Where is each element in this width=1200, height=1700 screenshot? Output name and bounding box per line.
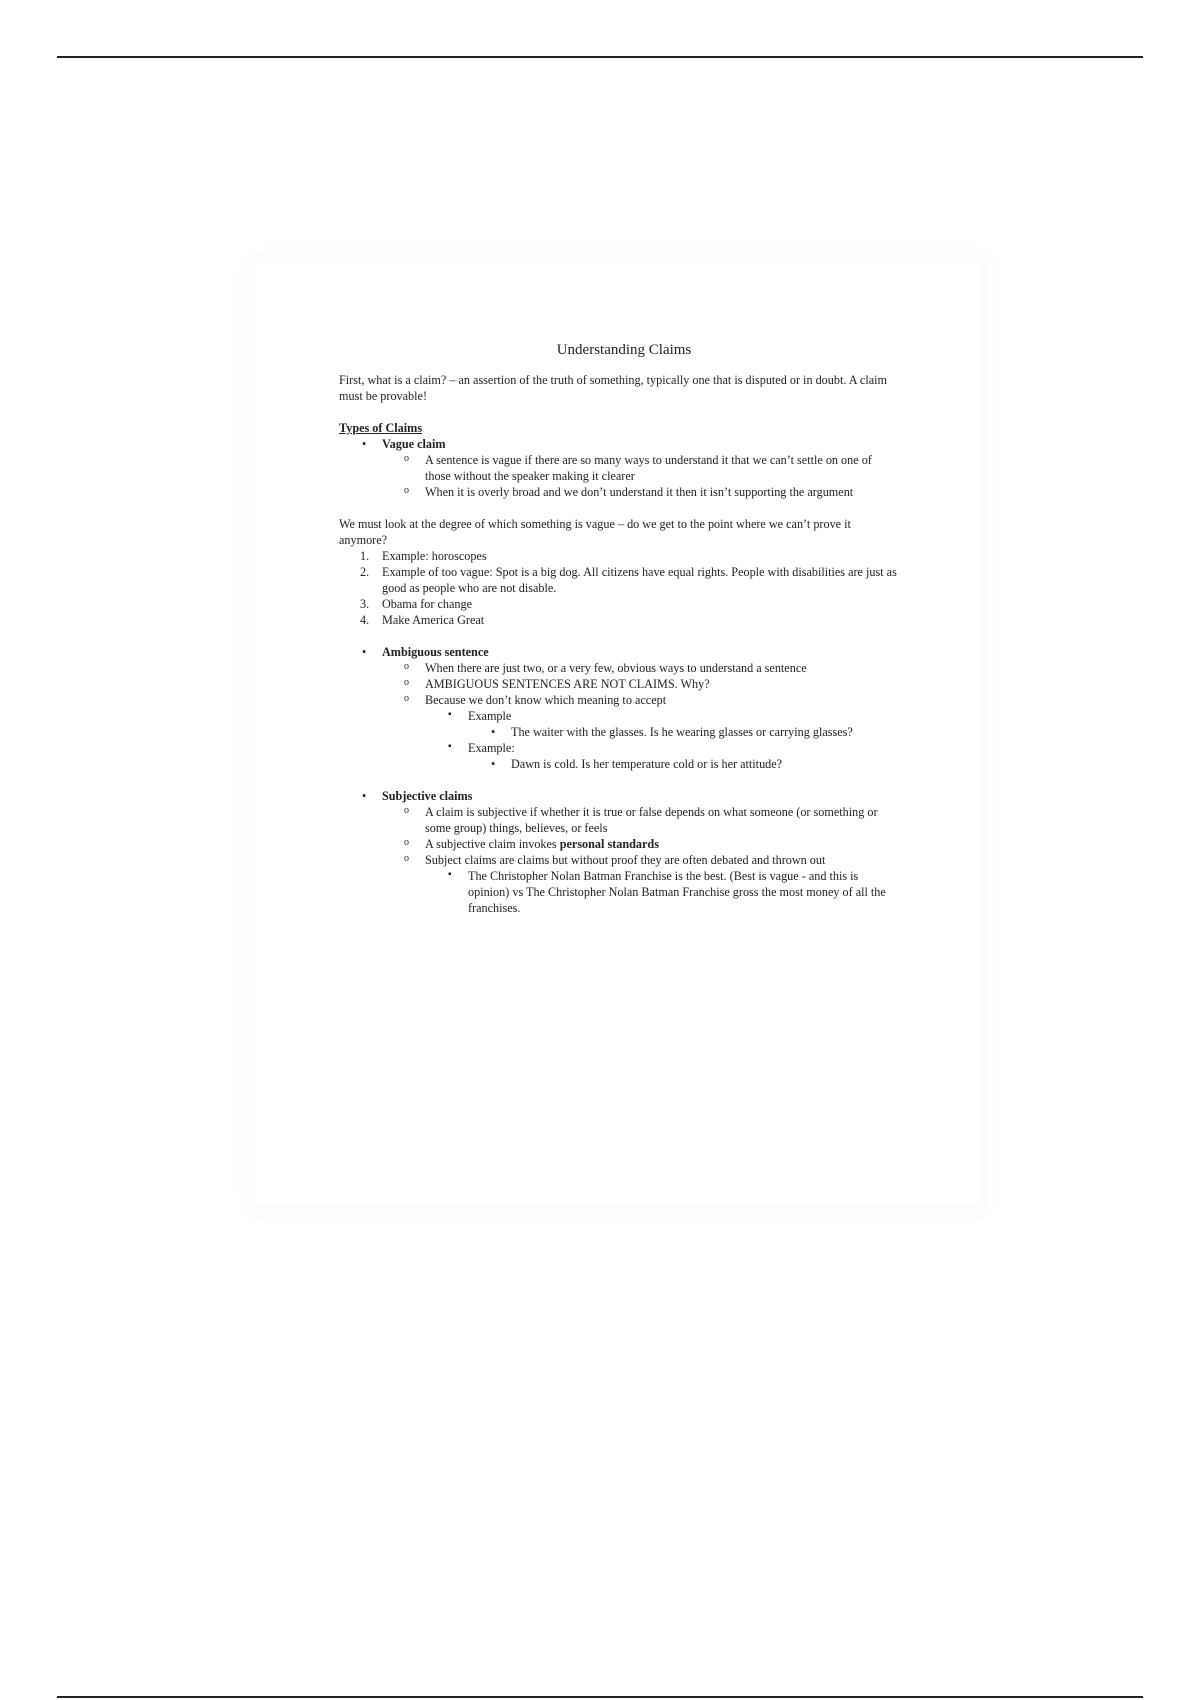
bullet-circle: o [404, 837, 409, 848]
example-item [360, 596, 899, 612]
bullet-circle: o [404, 485, 409, 496]
bullet-disc: • [362, 789, 367, 803]
bullet-circle: o [404, 853, 409, 864]
example-number: 4. [360, 613, 370, 627]
example-text: Example of too vague: Spot is a big dog. All citizens have equal rights. People with disabilities are just as good as people who are not disable. [382, 565, 897, 595]
vague-label: Vague claim [382, 437, 446, 451]
bullet-circle: o [404, 661, 409, 672]
subjective-point [404, 804, 899, 836]
bullet-circle: o [404, 805, 409, 816]
bullet-circle: o [404, 677, 409, 688]
ambiguous-item [362, 644, 899, 772]
example-item [360, 564, 899, 596]
ambiguous-example [448, 708, 899, 740]
vague-points [382, 452, 899, 500]
vague-point [404, 452, 899, 484]
subjective-sub-list [425, 868, 899, 916]
subjective-item [362, 788, 899, 916]
subjective-list [339, 788, 899, 916]
ambiguous-point [404, 676, 899, 692]
ambiguous-example-label: Example: [468, 741, 515, 755]
document-page [255, 262, 980, 1205]
ambiguous-example [448, 740, 899, 772]
ambiguous-point-text: Because we don’t know which meaning to accept [425, 693, 667, 707]
example-text: Example: horoscopes [382, 549, 487, 563]
bullet-square: ▪ [448, 869, 452, 880]
vague-point [404, 484, 899, 500]
intro-paragraph: First, what is a claim? – an assertion of the truth of something, typically one that is disputed or in doubt. A claim must be provable! [339, 373, 888, 403]
ambiguous-examples [425, 708, 899, 772]
bullet-disc: • [362, 645, 367, 659]
subjective-sub-item [448, 868, 899, 916]
subjective-point-prefix: A subjective claim invokes [425, 837, 560, 851]
subjective-point [404, 836, 899, 852]
bullet-circle: o [404, 453, 409, 464]
ambiguous-example-details [468, 756, 899, 772]
ambiguous-example-detail [491, 756, 899, 772]
example-number: 2. [360, 565, 370, 579]
examples-list [339, 548, 899, 628]
ambiguous-example-label: Example [468, 709, 512, 723]
vague-item [362, 436, 899, 500]
ambiguous-point-text: AMBIGUOUS SENTENCES ARE NOT CLAIMS. Why? [425, 677, 710, 691]
example-text: Obama for change [382, 597, 473, 611]
bullet-disc: • [491, 725, 496, 739]
document-body [339, 342, 899, 916]
bullet-square: ▪ [448, 709, 452, 720]
ambiguous-list [339, 644, 899, 772]
document-title: Understanding Claims [556, 342, 692, 358]
ambiguous-point-text: When there are just two, or a very few, obvious ways to understand a sentence [425, 661, 807, 675]
bullet-square: ▪ [448, 741, 452, 752]
subjective-label: Subjective claims [382, 789, 473, 803]
subjective-point [404, 852, 899, 916]
vague-list [339, 436, 899, 500]
subjective-points [382, 804, 899, 916]
vague-point-text: A sentence is vague if there are so many ways to understand it that we can’t settle on one of those without the speaker making it clearer [425, 453, 872, 483]
ambiguous-example-detail [491, 724, 899, 740]
ambiguous-point [404, 660, 899, 676]
degree-paragraph: We must look at the degree of which something is vague – do we get to the point where we can’t prove it anymore? [339, 517, 851, 547]
ambiguous-example-detail-text: The waiter with the glasses. Is he wearing glasses or carrying glasses? [511, 725, 853, 739]
bullet-disc: • [362, 437, 367, 451]
example-number: 3. [360, 597, 370, 611]
example-number: 1. [360, 549, 370, 563]
bullet-disc: • [491, 757, 496, 771]
types-heading: Types of Claims [339, 421, 423, 435]
ambiguous-label: Ambiguous sentence [382, 645, 489, 659]
bottom-divider [57, 1696, 1143, 1698]
ambiguous-point [404, 692, 899, 772]
ambiguous-points [382, 660, 899, 772]
subjective-point-text: Subject claims are claims but without proof they are often debated and thrown out [425, 853, 826, 867]
ambiguous-example-detail-text: Dawn is cold. Is her temperature cold or is her attitude? [511, 757, 783, 771]
top-divider [57, 56, 1143, 58]
subjective-point-text: A claim is subjective if whether it is true or false depends on what someone (or something or some group) things, believes, or feels [425, 805, 878, 835]
subjective-point-emphasis: personal standards [559, 837, 659, 851]
example-item [360, 548, 899, 564]
subjective-sub-text: The Christopher Nolan Batman Franchise is the best. (Best is vague - and this is opinion) vs The Christopher Nolan Batman Franchise gross the most money of all the franchises. [468, 869, 886, 915]
ambiguous-example-details [468, 724, 899, 740]
bullet-circle: o [404, 693, 409, 704]
example-item [360, 612, 899, 628]
vague-point-text: When it is overly broad and we don’t understand it then it isn’t supporting the argument [425, 485, 854, 499]
example-text: Make America Great [382, 613, 485, 627]
